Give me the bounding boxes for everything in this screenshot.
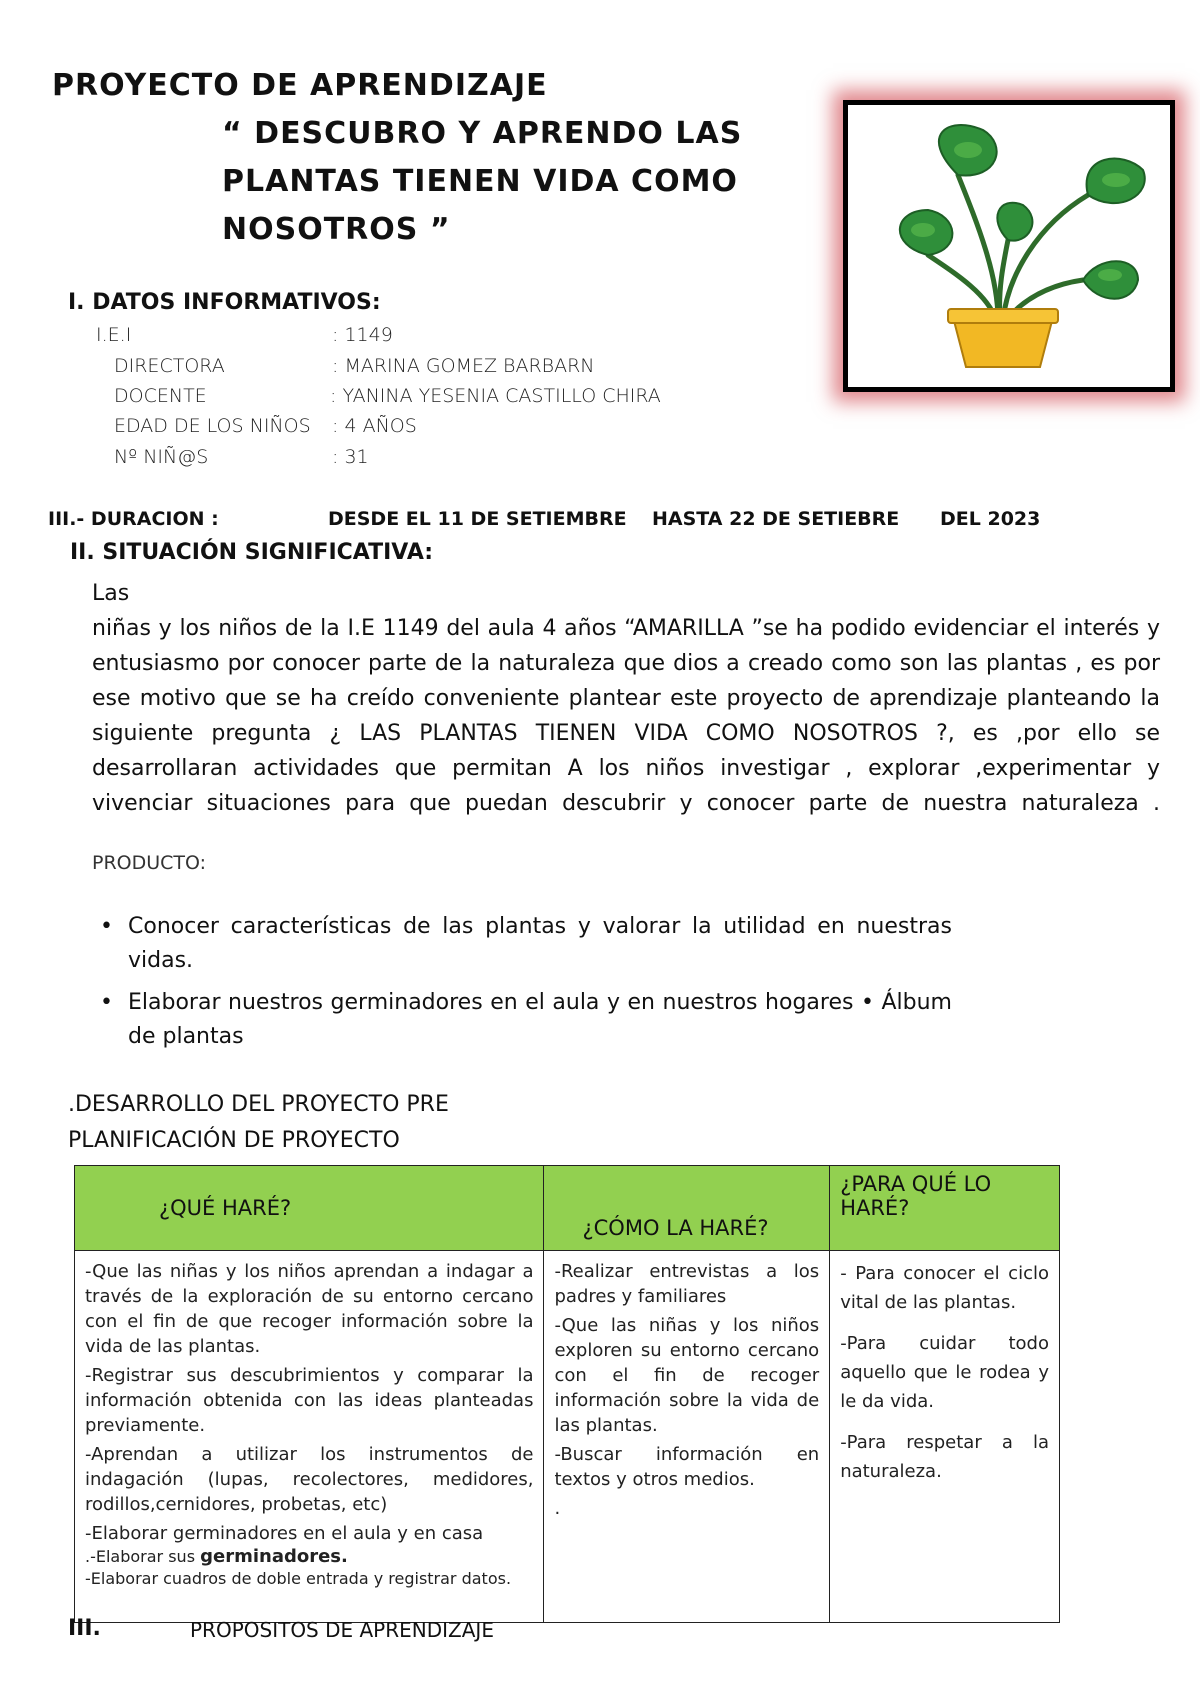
duracion-label: III.- DURACION : bbox=[48, 508, 219, 530]
cell-paragraph: .-Elaborar sus germinadores. bbox=[85, 1546, 348, 1567]
info-row-docente bbox=[114, 385, 661, 407]
cell-paragraph: -Aprendan a utilizar los instrumentos de indagación (lupas, recolectores, medidores, rodillos,cernidores, probetas, etc) bbox=[85, 1444, 534, 1515]
table-cell-para-que bbox=[830, 1251, 1060, 1623]
info-value: : MARINA GOMEZ BARBARN bbox=[332, 355, 595, 377]
cell-paragraph: - Para conocer el ciclo vital de las plantas. bbox=[840, 1263, 1049, 1313]
info-row-ninos bbox=[114, 446, 369, 468]
info-label: DIRECTORA bbox=[114, 355, 225, 377]
info-row-iei bbox=[96, 324, 393, 346]
cell-paragraph: -Que las niñas y los niños exploren su entorno cercano con el fin de recoger información sobre la vida de las plantas. bbox=[554, 1315, 820, 1436]
project-subtitle-line-1: “ DESCUBRO Y APRENDO LAS bbox=[222, 116, 743, 151]
info-value: : 4 AÑOS bbox=[332, 415, 417, 437]
situacion-heading: II. SITUACIÓN SIGNIFICATIVA: bbox=[70, 540, 434, 565]
cell-paragraph: -Que las niñas y los niños aprendan a indagar a través de la exploración de su entorno cercano con el fin de que recoger información sobre la vida de las plantas. bbox=[85, 1261, 534, 1357]
propositos-number: III. bbox=[68, 1616, 101, 1641]
info-label: DOCENTE bbox=[114, 385, 207, 407]
duracion-year: DEL 2023 bbox=[940, 508, 1041, 530]
column-header-que: ¿QUÉ HARÉ? bbox=[75, 1166, 544, 1251]
info-value: : 1149 bbox=[332, 324, 393, 346]
project-title: PROYECTO DE APRENDIZAJE bbox=[52, 68, 548, 103]
bullet: • bbox=[100, 914, 113, 939]
table-cell-que bbox=[75, 1251, 544, 1623]
propositos-heading: PROPOSITOS DE APRENDIZAJE bbox=[190, 1618, 494, 1642]
duracion-desde: DESDE EL 11 DE SETIEMBRE bbox=[328, 508, 627, 530]
info-value: : 31 bbox=[332, 446, 369, 468]
column-header-para-que: ¿PARA QUÉ LO HARÉ? bbox=[830, 1166, 1060, 1251]
situacion-first-word: Las bbox=[92, 581, 130, 606]
duracion-hasta: HASTA 22 DE SETIEBRE bbox=[652, 508, 900, 530]
planificacion-heading: PLANIFICACIÓN DE PROYECTO bbox=[68, 1128, 400, 1153]
info-row-edad bbox=[114, 415, 417, 437]
producto-list bbox=[92, 910, 952, 1062]
bullet: • bbox=[100, 990, 113, 1015]
situacion-paragraph bbox=[92, 576, 1160, 821]
info-label: I.E.I bbox=[96, 324, 132, 346]
column-header-como: ¿CÓMO LA HARÉ? bbox=[544, 1166, 830, 1251]
potted-plant-icon bbox=[848, 105, 1170, 387]
list-item: • Elaborar nuestros germinadores en el aula y en nuestros hogares • Álbum de plantas bbox=[92, 986, 952, 1054]
cell-paragraph: -Realizar entrevistas a los padres y familiares bbox=[554, 1261, 820, 1307]
planning-table bbox=[74, 1165, 1060, 1623]
desarrollo-heading: .DESARROLLO DEL PROYECTO PRE bbox=[68, 1092, 449, 1117]
producto-label: PRODUCTO: bbox=[92, 852, 207, 874]
cell-paragraph: -Para respetar a la naturaleza. bbox=[840, 1432, 1049, 1482]
info-row-directora bbox=[114, 355, 595, 377]
table-header-row bbox=[75, 1166, 1060, 1251]
plant-image-frame bbox=[843, 100, 1175, 392]
info-value: : YANINA YESENIA CASTILLO CHIRA bbox=[330, 385, 661, 407]
project-subtitle-line-2: PLANTAS TIENEN VIDA COMO bbox=[222, 164, 738, 199]
cell-paragraph: -Elaborar germinadores en el aula y en casa bbox=[85, 1523, 484, 1544]
table-row bbox=[75, 1251, 1060, 1623]
info-label: EDAD DE LOS NIÑOS bbox=[114, 415, 311, 437]
table-cell-como bbox=[544, 1251, 830, 1623]
list-item: • Conocer características de las plantas y valorar la utilidad en nuestras vidas. bbox=[92, 910, 952, 978]
info-label: Nº NIÑ@S bbox=[114, 446, 209, 468]
cell-paragraph: . bbox=[554, 1498, 561, 1519]
project-subtitle-line-3: NOSOTROS ” bbox=[222, 212, 451, 247]
cell-paragraph: -Buscar información en textos y otros medios. bbox=[554, 1444, 820, 1490]
datos-heading: I. DATOS INFORMATIVOS: bbox=[68, 290, 381, 315]
cell-paragraph: -Para cuidar todo aquello que le rodea y le da vida. bbox=[840, 1333, 1049, 1412]
situacion-text: niñas y los niños de la I.E 1149 del aula 4 años “AMARILLA ”se ha podido evidenciar el interés y entusiasmo por conocer parte de la naturaleza que dios a creado como son las plantas , es por ese motivo que se ha creído conveniente plantear este proyecto de aprendizaje planteando la siguiente pregunta ¿ LAS PLANTAS TIENEN VIDA COMO NOSOTROS ?, es ,por ello se desarrollaran actividades que permitan A los niños investigar , explorar ,experimentar y vivenciar situaciones para que puedan descubrir y conocer parte de nuestra naturaleza . bbox=[92, 616, 1160, 816]
cell-paragraph: -Registrar sus descubrimientos y comparar la información obtenida con las ideas planteadas previamente. bbox=[85, 1365, 534, 1436]
cell-paragraph: -Elaborar cuadros de doble entrada y registrar datos. bbox=[85, 1569, 512, 1588]
